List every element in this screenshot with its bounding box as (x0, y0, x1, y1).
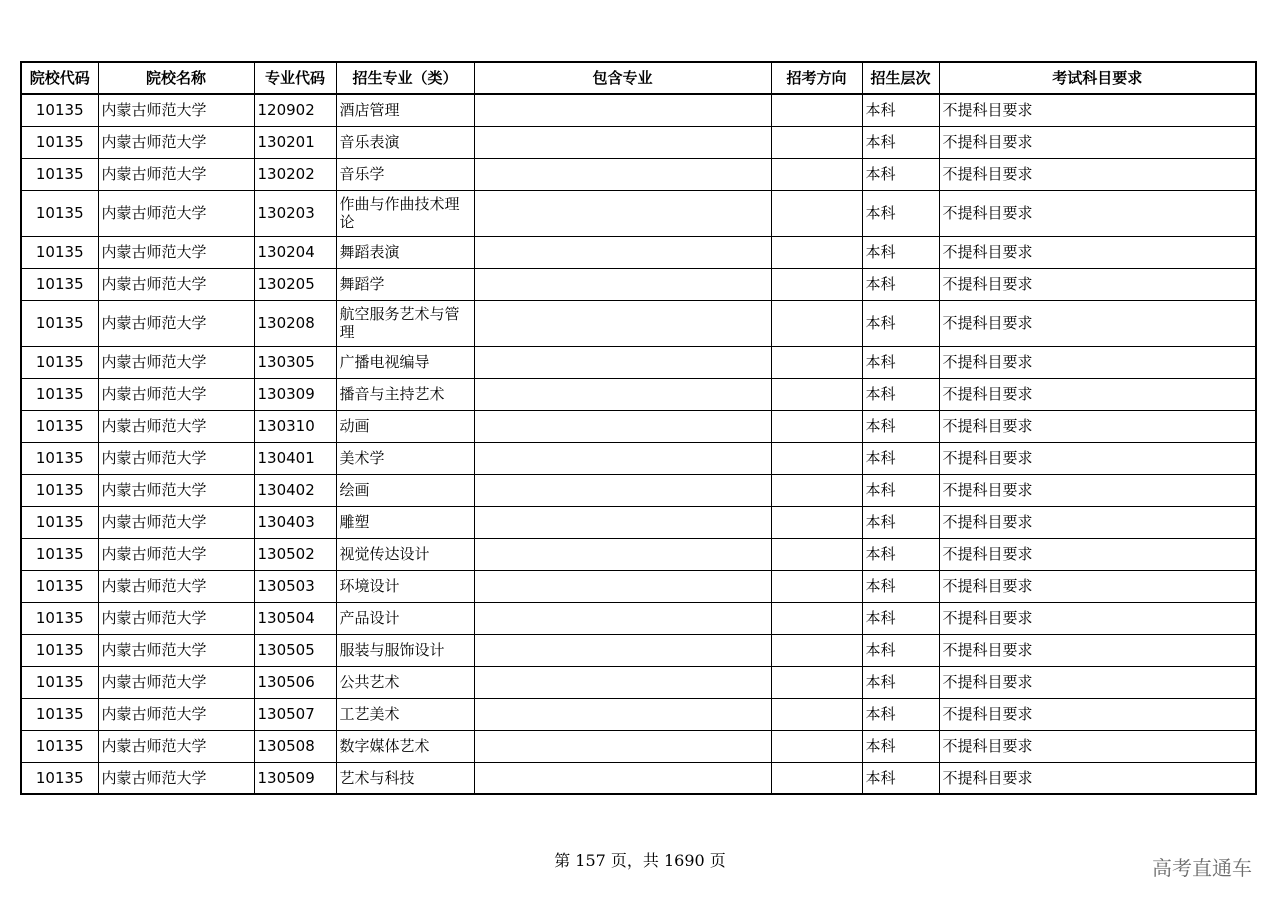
major-cell: 音乐学 (336, 158, 474, 190)
major-code-cell: 130402 (254, 474, 336, 506)
school-name-cell: 内蒙古师范大学 (98, 268, 254, 300)
table-body (21, 94, 1256, 794)
table-row (21, 666, 1256, 698)
major-cell: 产品设计 (336, 602, 474, 634)
table-row (21, 236, 1256, 268)
included-majors-cell (474, 190, 771, 236)
major-cell: 作曲与作曲技术理论 (336, 190, 474, 236)
school-name-cell: 内蒙古师范大学 (98, 236, 254, 268)
included-majors-cell (474, 158, 771, 190)
header-major-code: 专业代码 (254, 62, 336, 94)
requirement-cell: 不提科目要求 (939, 634, 1256, 666)
major-code-cell: 130506 (254, 666, 336, 698)
school-name-cell: 内蒙古师范大学 (98, 190, 254, 236)
major-cell: 舞蹈表演 (336, 236, 474, 268)
major-code-cell: 130305 (254, 346, 336, 378)
watermark: 高考直通车 (1152, 856, 1252, 880)
included-majors-cell (474, 570, 771, 602)
included-majors-cell (474, 442, 771, 474)
header-requirement: 考试科目要求 (939, 62, 1256, 94)
school-code-cell: 10135 (21, 442, 98, 474)
direction-cell (771, 236, 862, 268)
direction-cell (771, 506, 862, 538)
school-name-cell: 内蒙古师范大学 (98, 378, 254, 410)
major-cell: 绘画 (336, 474, 474, 506)
included-majors-cell (474, 538, 771, 570)
major-code-cell: 130204 (254, 236, 336, 268)
requirement-cell: 不提科目要求 (939, 698, 1256, 730)
included-majors-cell (474, 730, 771, 762)
included-majors-cell (474, 410, 771, 442)
table-row (21, 730, 1256, 762)
table-row (21, 346, 1256, 378)
school-name-cell: 内蒙古师范大学 (98, 602, 254, 634)
major-code-cell: 130202 (254, 158, 336, 190)
school-code-cell: 10135 (21, 666, 98, 698)
level-cell: 本科 (862, 410, 939, 442)
major-code-cell: 130502 (254, 538, 336, 570)
included-majors-cell (474, 300, 771, 346)
major-cell: 广播电视编导 (336, 346, 474, 378)
included-majors-cell (474, 506, 771, 538)
table-row (21, 300, 1256, 346)
requirement-cell: 不提科目要求 (939, 602, 1256, 634)
school-name-cell: 内蒙古师范大学 (98, 126, 254, 158)
table-row (21, 634, 1256, 666)
level-cell: 本科 (862, 236, 939, 268)
requirement-cell: 不提科目要求 (939, 442, 1256, 474)
major-requirements-table (20, 61, 1257, 795)
school-code-cell: 10135 (21, 730, 98, 762)
direction-cell (771, 300, 862, 346)
school-name-cell: 内蒙古师范大学 (98, 762, 254, 794)
level-cell: 本科 (862, 126, 939, 158)
major-code-cell: 130505 (254, 634, 336, 666)
school-code-cell: 10135 (21, 410, 98, 442)
major-cell: 舞蹈学 (336, 268, 474, 300)
major-code-cell: 130503 (254, 570, 336, 602)
included-majors-cell (474, 94, 771, 126)
school-code-cell: 10135 (21, 236, 98, 268)
school-name-cell: 内蒙古师范大学 (98, 506, 254, 538)
school-code-cell: 10135 (21, 378, 98, 410)
major-cell: 服装与服饰设计 (336, 634, 474, 666)
requirement-cell: 不提科目要求 (939, 410, 1256, 442)
requirement-cell: 不提科目要求 (939, 300, 1256, 346)
school-name-cell: 内蒙古师范大学 (98, 442, 254, 474)
direction-cell (771, 570, 862, 602)
major-cell: 艺术与科技 (336, 762, 474, 794)
school-name-cell: 内蒙古师范大学 (98, 474, 254, 506)
level-cell: 本科 (862, 442, 939, 474)
requirement-cell: 不提科目要求 (939, 236, 1256, 268)
level-cell: 本科 (862, 378, 939, 410)
direction-cell (771, 666, 862, 698)
requirement-cell: 不提科目要求 (939, 474, 1256, 506)
direction-cell (771, 730, 862, 762)
direction-cell (771, 602, 862, 634)
table-row (21, 94, 1256, 126)
included-majors-cell (474, 474, 771, 506)
school-code-cell: 10135 (21, 634, 98, 666)
included-majors-cell (474, 346, 771, 378)
header-major: 招生专业（类） (336, 62, 474, 94)
table-row (21, 698, 1256, 730)
major-code-cell: 130403 (254, 506, 336, 538)
requirement-cell: 不提科目要求 (939, 126, 1256, 158)
direction-cell (771, 346, 862, 378)
direction-cell (771, 94, 862, 126)
level-cell: 本科 (862, 634, 939, 666)
major-code-cell: 130508 (254, 730, 336, 762)
header-level: 招生层次 (862, 62, 939, 94)
table-row (21, 268, 1256, 300)
school-code-cell: 10135 (21, 126, 98, 158)
table-row (21, 126, 1256, 158)
school-code-cell: 10135 (21, 570, 98, 602)
table-row (21, 570, 1256, 602)
requirement-cell: 不提科目要求 (939, 538, 1256, 570)
table-row (21, 442, 1256, 474)
direction-cell (771, 126, 862, 158)
level-cell: 本科 (862, 762, 939, 794)
direction-cell (771, 158, 862, 190)
school-name-cell: 内蒙古师范大学 (98, 158, 254, 190)
major-code-cell: 130201 (254, 126, 336, 158)
school-name-cell: 内蒙古师范大学 (98, 730, 254, 762)
school-name-cell: 内蒙古师范大学 (98, 698, 254, 730)
major-cell: 美术学 (336, 442, 474, 474)
major-cell: 航空服务艺术与管理 (336, 300, 474, 346)
requirement-cell: 不提科目要求 (939, 268, 1256, 300)
major-cell: 音乐表演 (336, 126, 474, 158)
school-code-cell: 10135 (21, 538, 98, 570)
included-majors-cell (474, 236, 771, 268)
level-cell: 本科 (862, 158, 939, 190)
level-cell: 本科 (862, 346, 939, 378)
requirement-cell: 不提科目要求 (939, 378, 1256, 410)
level-cell: 本科 (862, 506, 939, 538)
level-cell: 本科 (862, 268, 939, 300)
included-majors-cell (474, 126, 771, 158)
table-row (21, 762, 1256, 794)
direction-cell (771, 698, 862, 730)
level-cell: 本科 (862, 94, 939, 126)
major-cell: 播音与主持艺术 (336, 378, 474, 410)
level-cell: 本科 (862, 602, 939, 634)
school-name-cell: 内蒙古师范大学 (98, 634, 254, 666)
direction-cell (771, 410, 862, 442)
header-school-code: 院校代码 (21, 62, 98, 94)
table-row (21, 602, 1256, 634)
level-cell: 本科 (862, 190, 939, 236)
requirement-cell: 不提科目要求 (939, 190, 1256, 236)
school-name-cell: 内蒙古师范大学 (98, 570, 254, 602)
level-cell: 本科 (862, 730, 939, 762)
requirement-cell: 不提科目要求 (939, 570, 1256, 602)
school-name-cell: 内蒙古师范大学 (98, 94, 254, 126)
major-cell: 视觉传达设计 (336, 538, 474, 570)
school-name-cell: 内蒙古师范大学 (98, 538, 254, 570)
level-cell: 本科 (862, 300, 939, 346)
major-cell: 雕塑 (336, 506, 474, 538)
major-code-cell: 130205 (254, 268, 336, 300)
requirement-cell: 不提科目要求 (939, 94, 1256, 126)
school-code-cell: 10135 (21, 762, 98, 794)
major-code-cell: 130208 (254, 300, 336, 346)
table-row (21, 506, 1256, 538)
school-name-cell: 内蒙古师范大学 (98, 300, 254, 346)
school-code-cell: 10135 (21, 190, 98, 236)
major-code-cell: 130504 (254, 602, 336, 634)
school-code-cell: 10135 (21, 268, 98, 300)
school-code-cell: 10135 (21, 506, 98, 538)
included-majors-cell (474, 602, 771, 634)
major-code-cell: 130310 (254, 410, 336, 442)
requirement-cell: 不提科目要求 (939, 730, 1256, 762)
table-row (21, 190, 1256, 236)
direction-cell (771, 634, 862, 666)
table-row (21, 410, 1256, 442)
school-code-cell: 10135 (21, 602, 98, 634)
level-cell: 本科 (862, 474, 939, 506)
level-cell: 本科 (862, 698, 939, 730)
major-code-cell: 130309 (254, 378, 336, 410)
table-row (21, 538, 1256, 570)
included-majors-cell (474, 762, 771, 794)
direction-cell (771, 762, 862, 794)
header-school-name: 院校名称 (98, 62, 254, 94)
major-cell: 公共艺术 (336, 666, 474, 698)
major-cell: 动画 (336, 410, 474, 442)
school-code-cell: 10135 (21, 300, 98, 346)
major-code-cell: 130509 (254, 762, 336, 794)
included-majors-cell (474, 634, 771, 666)
requirement-cell: 不提科目要求 (939, 158, 1256, 190)
school-code-cell: 10135 (21, 698, 98, 730)
direction-cell (771, 474, 862, 506)
school-code-cell: 10135 (21, 94, 98, 126)
requirement-cell: 不提科目要求 (939, 762, 1256, 794)
school-code-cell: 10135 (21, 474, 98, 506)
major-code-cell: 120902 (254, 94, 336, 126)
level-cell: 本科 (862, 538, 939, 570)
direction-cell (771, 190, 862, 236)
included-majors-cell (474, 698, 771, 730)
direction-cell (771, 268, 862, 300)
table-row (21, 474, 1256, 506)
direction-cell (771, 538, 862, 570)
school-code-cell: 10135 (21, 346, 98, 378)
table-header-row (21, 62, 1256, 94)
direction-cell (771, 442, 862, 474)
page-number: 第 157 页，共 1690 页 (554, 851, 726, 870)
level-cell: 本科 (862, 666, 939, 698)
major-cell: 酒店管理 (336, 94, 474, 126)
header-direction: 招考方向 (771, 62, 862, 94)
direction-cell (771, 378, 862, 410)
major-cell: 环境设计 (336, 570, 474, 602)
major-code-cell: 130401 (254, 442, 336, 474)
requirement-cell: 不提科目要求 (939, 506, 1256, 538)
school-name-cell: 内蒙古师范大学 (98, 410, 254, 442)
requirement-cell: 不提科目要求 (939, 666, 1256, 698)
major-cell: 数字媒体艺术 (336, 730, 474, 762)
header-included-majors: 包含专业 (474, 62, 771, 94)
included-majors-cell (474, 378, 771, 410)
school-name-cell: 内蒙古师范大学 (98, 346, 254, 378)
table-row (21, 378, 1256, 410)
included-majors-cell (474, 666, 771, 698)
major-code-cell: 130507 (254, 698, 336, 730)
included-majors-cell (474, 268, 771, 300)
level-cell: 本科 (862, 570, 939, 602)
major-code-cell: 130203 (254, 190, 336, 236)
school-code-cell: 10135 (21, 158, 98, 190)
requirement-cell: 不提科目要求 (939, 346, 1256, 378)
school-name-cell: 内蒙古师范大学 (98, 666, 254, 698)
major-cell: 工艺美术 (336, 698, 474, 730)
table-row (21, 158, 1256, 190)
